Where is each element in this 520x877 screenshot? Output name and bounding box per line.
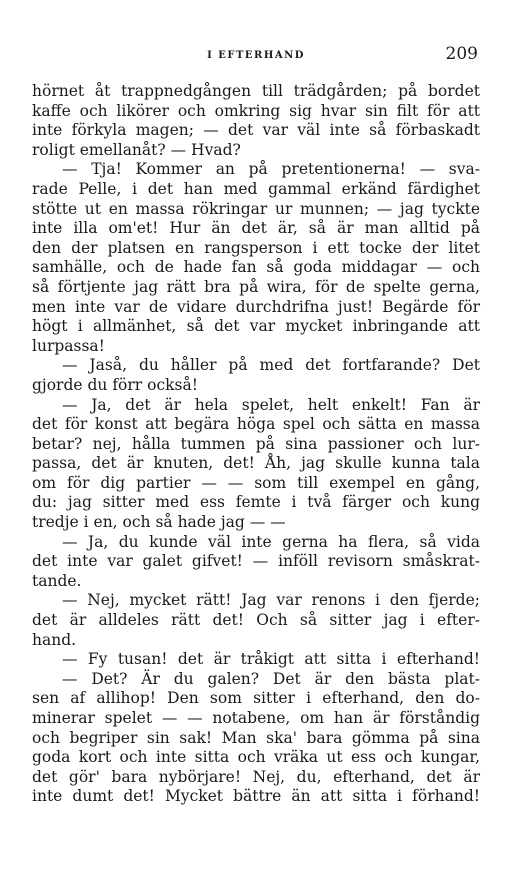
- running-header: [32, 44, 480, 70]
- text-line: inte förkyla magen; — det var väl inte så förbaskadt: [32, 121, 480, 140]
- text-line: betar? nej, hålla tummen på sina passioner och lur-: [32, 434, 480, 453]
- text-line: — Nej, mycket rätt! Jag var renons i den fjerde;: [62, 591, 480, 610]
- text-line: högt i allmänhet, så det var mycket inbringande att: [32, 317, 480, 336]
- text-line: — Tja! Kommer an på pretentionerna! — sva-: [62, 160, 480, 179]
- text-line: — Fy tusan! det är tråkigt att sitta i efterhand!: [62, 650, 480, 669]
- text-line: hand.: [32, 630, 77, 649]
- text-line: hörnet åt trappnedgången till trädgården; på bordet: [32, 82, 480, 100]
- text-line: stötte ut en massa rökringar ur munnen; — jag tyckte: [32, 199, 480, 218]
- text-line: sen af allihop! Den som sitter i efterhand, den do-: [32, 689, 480, 708]
- text-line: — Ja, det är hela spelet, helt enkelt! Fan är: [62, 395, 480, 414]
- text-line: roligt emellanåt? — Hvad?: [32, 140, 241, 159]
- text-line: men inte var de vidare durchdrifna just! Begärde för: [32, 297, 480, 316]
- text-line: rade Pelle, i det han med gammal erkänd färdighet: [32, 179, 480, 198]
- text-line: lurpassa!: [32, 336, 105, 355]
- text-line: gjorde du förr också!: [32, 375, 198, 394]
- text-line: goda kort och inte sitta och vräka ut ess och kungar,: [32, 748, 480, 767]
- text-line: inte dumt det! Mycket bättre än att sitta i förhand!: [32, 787, 480, 806]
- running-title: I EFTERHAND: [207, 50, 305, 61]
- book-page: [32, 44, 480, 807]
- text-line: inte illa om'et! Hur än det är, så är man alltid på: [32, 219, 480, 238]
- text-line: om för dig partier — — som till exempel en gång,: [32, 473, 480, 492]
- text-line: så förtjente jag rätt bra på wira, för de spelte gerna,: [32, 277, 480, 296]
- page-number: 209: [445, 44, 478, 64]
- text-line: — Jaså, du håller på med det fortfarande? Det: [62, 356, 480, 375]
- text-line: det för konst att begära höga spel och sätta en massa: [32, 415, 480, 434]
- text-line: minerar spelet — — notabene, om han är förståndig: [32, 709, 480, 727]
- text-line: det är alldeles rätt det! Och så sitter jag i efter-: [32, 611, 480, 630]
- text-line: passa, det är knuten, det! Åh, jag skulle kunna tala: [32, 454, 480, 473]
- text-line: kaffe och likörer och omkring sig hvar sin filt för att: [32, 101, 480, 120]
- text-line: — Det? Är du galen? Det är den bästa plat-: [62, 669, 480, 688]
- text-line: det gör' bara nybörjare! Nej, du, efterhand, det är: [32, 767, 480, 786]
- text-line: och begriper sin sak! Man ska' bara gömma på sina: [32, 728, 480, 747]
- text-line: tande.: [32, 571, 82, 590]
- text-line: det inte var galet gifvet! — inföll revisorn småskrat-: [32, 552, 480, 571]
- text-line: den der platsen en rangsperson i ett tocke der litet: [32, 238, 480, 257]
- body-text: [32, 82, 480, 807]
- text-line: du: jag sitter med ess femte i två färger och kung: [32, 493, 480, 512]
- text-line: samhälle, och de hade fan så goda middagar — och: [32, 258, 480, 277]
- text-line: — Ja, du kunde väl inte gerna ha flera, så vida: [62, 532, 480, 551]
- text-line: tredje i en, och så hade jag — —: [32, 513, 286, 532]
